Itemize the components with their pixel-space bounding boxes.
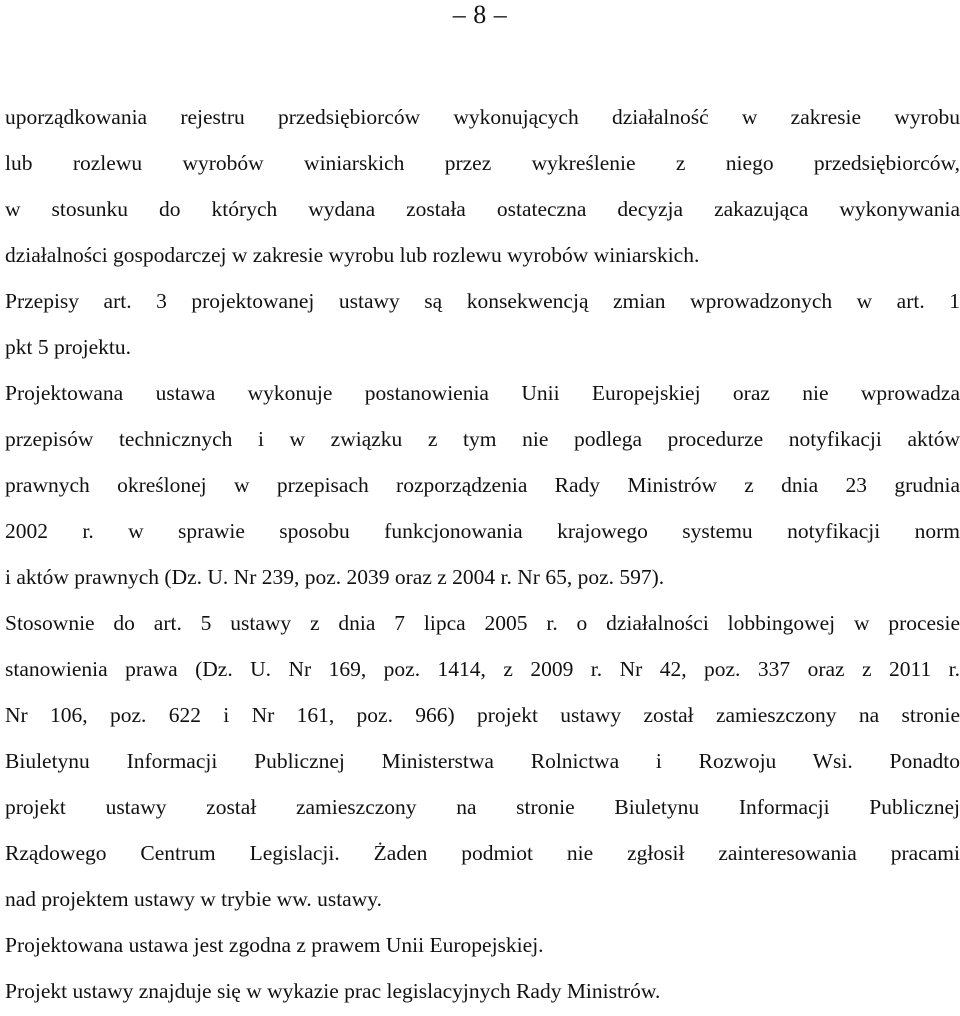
paragraph-register-cleanup	[5, 94, 960, 278]
text-line: Nr 106, poz. 622 i Nr 161, poz. 966) projekt ustawy został zamieszczony na stronie	[5, 703, 960, 727]
paragraph-eu-compliance	[5, 922, 960, 968]
text-line: uporządkowania rejestru przedsiębiorców wykonujących działalność w zakresie wyrobu	[5, 105, 960, 129]
text-line: i aktów prawnych (Dz. U. Nr 239, poz. 2039 oraz z 2004 r. Nr 65, poz. 597).	[5, 565, 665, 589]
text-line: Biuletynu Informacji Publicznej Ministerstwa Rolnictwa i Rozwoju Wsi. Ponadto	[5, 749, 960, 773]
text-line: stanowienia prawa (Dz. U. Nr 169, poz. 1414, z 2009 r. Nr 42, poz. 337 oraz z 2011 r.	[5, 657, 960, 681]
text-line: Projektowana ustawa wykonuje postanowienia Unii Europejskiej oraz nie wprowadza	[5, 381, 960, 405]
text-line: Rządowego Centrum Legislacji. Żaden podmiot nie zgłosił zainteresowania pracami	[5, 841, 960, 865]
text-line: pkt 5 projektu.	[5, 335, 131, 359]
page-number: – 8 –	[452, 0, 508, 29]
text-line: nad projektem ustawy w trybie ww. ustawy.	[5, 887, 382, 911]
paragraph-lobbying	[5, 600, 960, 922]
text-line: prawnych określonej w przepisach rozporządzenia Rady Ministrów z dnia 23 grudnia	[5, 473, 960, 497]
text-line: Stosownie do art. 5 ustawy z dnia 7 lipca 2005 r. o działalności lobbingowej w procesie	[5, 611, 960, 635]
paragraph-legislative-list	[5, 968, 960, 1014]
text-line: Projektowana ustawa jest zgodna z prawem Unii Europejskiej.	[5, 933, 544, 957]
paragraph-eu-notification	[5, 370, 960, 600]
text-line: lub rozlewu wyrobów winiarskich przez wykreślenie z niego przedsiębiorców,	[5, 151, 960, 175]
text-line: 2002 r. w sprawie sposobu funkcjonowania krajowego systemu notyfikacji norm	[5, 519, 960, 543]
text-line: Przepisy art. 3 projektowanej ustawy są konsekwencją zmian wprowadzonych w art. 1	[5, 289, 960, 313]
text-line: Projekt ustawy znajduje się w wykazie prac legislacyjnych Rady Ministrów.	[5, 979, 661, 1003]
text-line: w stosunku do których wydana została ostateczna decyzja zakazująca wykonywania	[5, 197, 960, 221]
text-line: projekt ustawy został zamieszczony na stronie Biuletynu Informacji Publicznej	[5, 795, 960, 819]
document-body	[5, 94, 960, 1014]
text-line: działalności gospodarczej w zakresie wyrobu lub rozlewu wyrobów winiarskich.	[5, 243, 700, 267]
text-line: przepisów technicznych i w związku z tym nie podlega procedurze notyfikacji aktów	[5, 427, 960, 451]
paragraph-article-3	[5, 278, 960, 370]
